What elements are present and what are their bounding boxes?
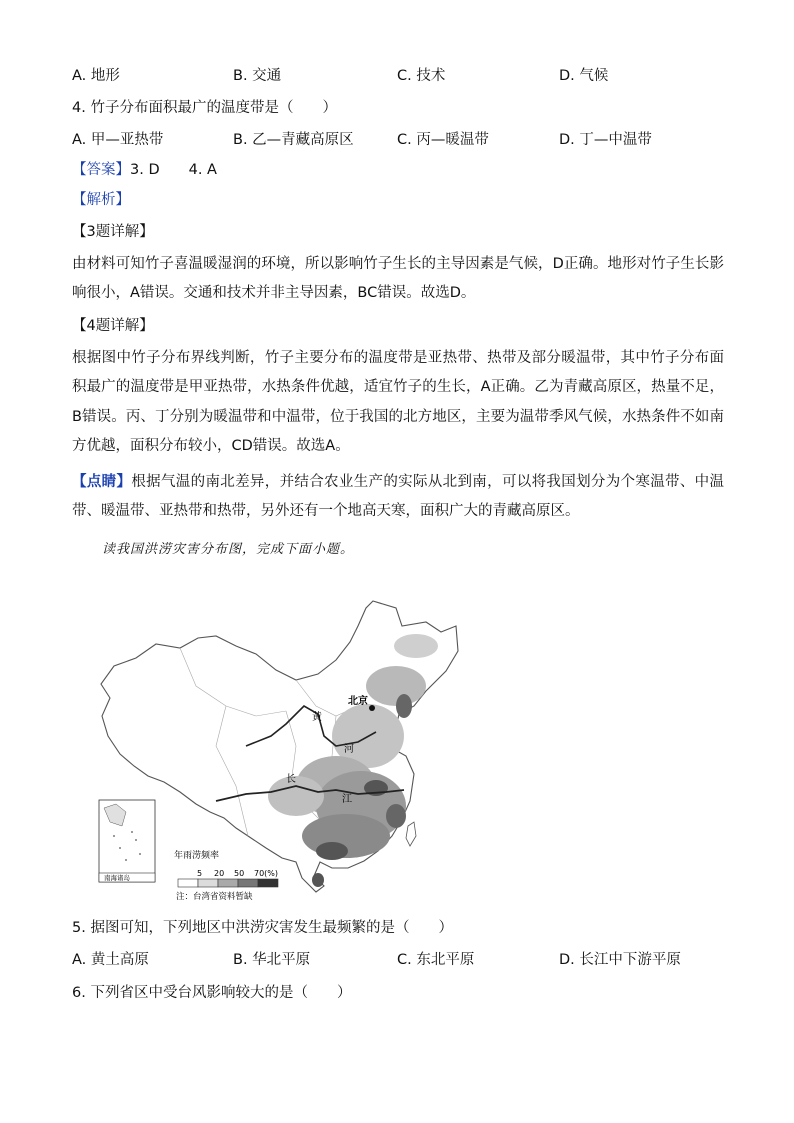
legend-note: 注：台湾省资料暂缺 [176,892,253,902]
q4-option-b: B. 乙—青藏高原区 [233,132,354,148]
analysis-tag: 【解析】 [72,192,130,208]
tip-tag: 【点睛】 [72,474,132,490]
inset-label: 南海诸岛 [104,874,130,882]
flood-frequency-map [96,596,476,908]
legend-tick-2: 20 [214,869,225,878]
answer-tag: 【答案】 [72,162,130,178]
q4-stem: 4. 竹子分布面积最广的温度带是（ ） [72,100,337,116]
q3-detail-tag: 【3题详解】 [72,224,154,240]
q5-option-a: A. 黄土高原 [72,952,149,968]
q5-option-b: B. 华北平原 [233,952,311,968]
tip-text: 根据气温的南北差异，并结合农业生产的实际从北到南，可以将我国划分为个寒温带、中温带、暖温带、亚热带和热带，另外还有一个地高天寒，面积广大的青藏高原区。 [72,474,725,520]
legend-tick-1: 5 [197,869,203,878]
answer-text: 3. D 4. A [130,162,217,178]
answer-line [72,160,217,180]
q5-option-c: C. 东北平原 [397,952,475,968]
q3-detail-text: 由材料可知竹子喜温暖湿润的环境，所以影响竹子生长的主导因素是气候，D正确。地形对竹子生长影响很小，A错误。交通和技术并非主导因素，BC错误。故选D。 [72,256,724,302]
q5-option-d: D. 长江中下游平原 [559,952,681,968]
legend [174,849,278,902]
q4-option-a: A. 甲—亚热带 [72,132,164,148]
legend-title: 年雨涝频率 [174,851,220,861]
q4-option-c: C. 丙—暖温带 [397,132,489,148]
taiwan-island [406,822,416,846]
q4-detail-tag: 【4题详解】 [72,318,154,334]
q3-option-c: C. 技术 [397,68,446,84]
q4-detail-text: 根据图中竹子分布界线判断，竹子主要分布的温度带是亚热带、热带及部分暖温带，其中竹子分布面积最广的温度带是甲亚热带，水热条件优越，适宜竹子的生长，A正确。乙为青藏高原区，热量不足，B错误。丙、丁分别为暖温带和中温带，位于我国的北方地区，主要为温带季风气候，水热条件不如南方优越，面积分布较小，CD错误。故选A。 [72,350,724,455]
yellow-river-label-1: 黄 [312,712,322,723]
q3-option-a: A. 地形 [72,68,120,84]
beijing-dot [369,705,375,711]
q3-option-b: B. 交通 [233,68,282,84]
yellow-river-label-2: 河 [344,744,354,755]
yangtze-label-1: 长 [286,774,296,785]
south-china-sea-inset [99,800,155,882]
yangtze-label-2: 江 [342,794,352,805]
legend-tick-3: 50 [234,869,245,878]
q3-option-d: D. 气候 [559,68,609,84]
q6-stem: 6. 下列省区中受台风影响较大的是（ ） [72,985,352,1001]
legend-tick-4: 70(%) [254,869,279,878]
q5-stem: 5. 据图可知，下列地区中洪涝灾害发生最频繁的是（ ） [72,920,453,936]
beijing-label: 北京 [348,696,368,707]
map-intro: 读我国洪涝灾害分布图，完成下面小题。 [102,542,355,557]
tip-paragraph [72,468,724,527]
q4-option-d: D. 丁—中温带 [559,132,652,148]
